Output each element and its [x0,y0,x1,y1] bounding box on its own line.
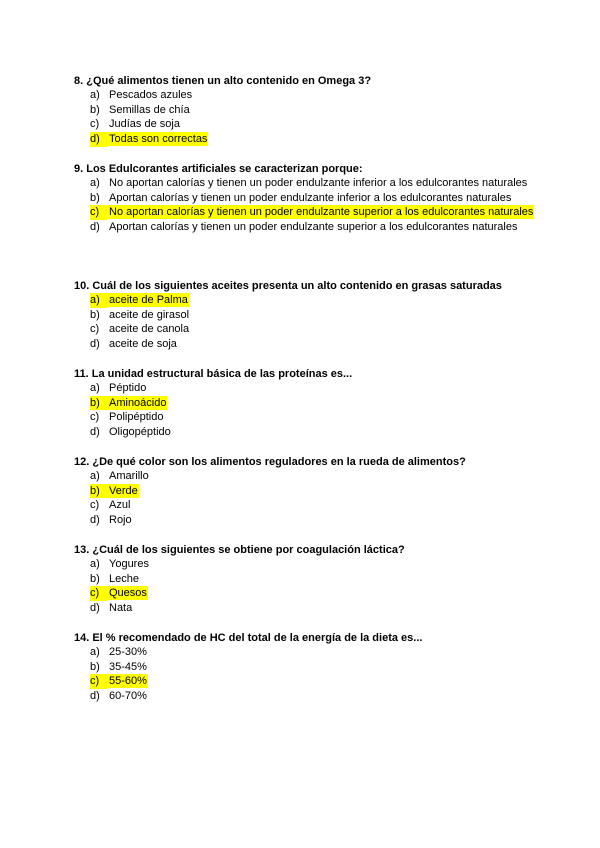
option-letter: d) [90,514,100,527]
option-text: Semillas de chía [109,103,190,116]
answer-option [74,425,544,440]
option-text: Verde [109,484,138,497]
answer-option [74,645,544,660]
question-11 [74,367,544,440]
answer-option [74,660,544,675]
question-title: 8. ¿Qué alimentos tienen un alto contenido en Omega 3? [74,75,372,87]
answer-option-correct [74,132,544,147]
answer-option [74,469,544,484]
answer-option [74,176,544,191]
option-letter: b) [90,396,108,411]
option-text: Pescados azules [109,89,193,101]
question-14 [74,631,544,704]
option-letter: c) [90,674,107,689]
option-letter: a) [90,470,100,482]
question-13 [74,543,544,616]
question-title: 11. La unidad estructural básica de las proteínas es... [74,368,353,380]
answer-option [74,117,544,132]
option-text: aceite de girasol [109,308,190,321]
option-letter: c) [90,323,100,336]
answer-option [74,410,544,425]
option-letter: a) [90,293,108,308]
answer-option [74,572,544,587]
answer-option-correct [74,586,544,601]
answer-option-correct [74,484,544,499]
answer-option [74,88,544,103]
option-text: Oligopéptido [109,426,171,439]
option-letter: b) [90,103,100,116]
option-letter: a) [90,646,100,658]
option-text: Nata [109,602,133,615]
question-title: 9. Los Edulcorantes artificiales se caracterizan porque: [74,163,363,175]
option-letter: c) [90,586,107,601]
answer-options [74,557,544,616]
answer-option-correct [74,293,544,308]
question-title: 12. ¿De qué color son los alimentos reguladores en la rueda de alimentos? [74,456,466,468]
option-letter: d) [90,690,100,703]
question-title: 10. Cuál de los siguientes aceites presenta un alto contenido en grasas saturadas [74,280,502,292]
question-12 [74,455,544,528]
answer-option-correct [74,674,544,689]
option-letter: b) [90,308,100,321]
option-letter: d) [90,602,100,615]
answer-option [74,381,544,396]
option-text: No aportan calorías y tienen un poder endulzante superior a los edulcorantes naturales [109,206,534,219]
option-text: aceite de soja [109,338,177,351]
option-text: Azul [109,499,131,512]
option-letter: c) [90,499,100,512]
option-letter: c) [90,205,107,220]
option-text: No aportan calorías y tienen un poder endulzante inferior a los edulcorantes naturales [109,177,528,189]
option-letter: d) [90,338,100,351]
option-letter: d) [90,221,100,234]
answer-option-correct [74,396,544,411]
answer-option [74,308,544,323]
answer-options [74,645,544,704]
option-letter: c) [90,411,100,424]
option-text: aceite de canola [109,323,190,336]
option-text: Péptido [109,382,147,394]
question-9 [74,162,544,235]
question-10 [74,279,544,352]
answer-options [74,381,544,440]
answer-options [74,176,544,235]
answer-option-correct [74,205,544,220]
option-text: Leche [109,572,139,585]
option-letter: c) [90,118,100,131]
answer-option [74,689,544,704]
answer-option [74,601,544,616]
answer-option [74,337,544,352]
option-letter: d) [90,426,100,439]
option-text: Aportan calorías y tienen un poder endulzante inferior a los edulcorantes naturales [109,191,512,204]
option-text: 60-70% [109,690,147,703]
answer-option [74,191,544,206]
option-text: aceite de Palma [109,294,188,306]
option-text: 55-60% [109,675,147,688]
answer-option [74,557,544,572]
option-letter: a) [90,558,100,570]
option-text: 25-30% [109,646,147,658]
option-letter: b) [90,660,100,673]
option-letter: a) [90,89,100,101]
option-text: Todas son correctas [109,133,208,146]
option-letter: a) [90,382,100,394]
answer-option [74,322,544,337]
option-letter: b) [90,572,100,585]
option-text: Yogures [109,558,149,570]
option-text: Amarillo [109,470,149,482]
option-text: Aportan calorías y tienen un poder endulzante superior a los edulcorantes naturales [109,221,518,234]
answer-options [74,88,544,147]
option-text: Rojo [109,514,132,527]
question-title: 14. El % recomendado de HC del total de la energía de la dieta es... [74,632,423,644]
answer-option [74,103,544,118]
answer-option [74,513,544,528]
question-title: 13. ¿Cuál de los siguientes se obtiene por coagulación láctica? [74,544,405,556]
answer-options [74,469,544,528]
answer-options [74,293,544,352]
option-text: Polipéptido [109,411,164,424]
option-letter: d) [90,132,108,147]
option-letter: a) [90,177,100,189]
option-text: Quesos [109,587,147,600]
option-text: 35-45% [109,660,147,673]
question-8 [74,74,544,147]
option-letter: b) [90,484,108,499]
option-text: Aminoácido [109,396,167,409]
option-letter: b) [90,191,100,204]
option-text: Judías de soja [109,118,180,131]
answer-option [74,220,544,235]
answer-option [74,498,544,513]
